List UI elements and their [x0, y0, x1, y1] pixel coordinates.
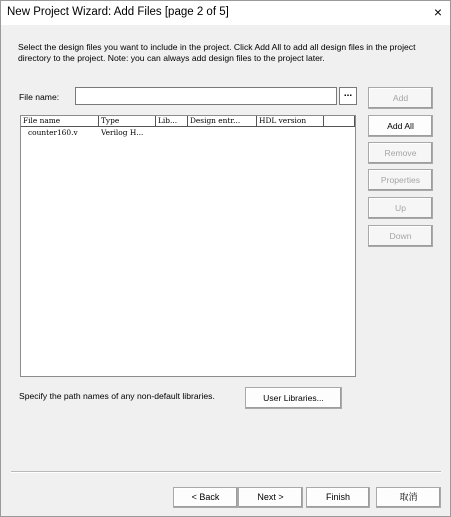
add-button[interactable]: Add	[368, 87, 433, 109]
footer-divider	[11, 471, 441, 473]
cancel-button[interactable]: 取消	[376, 487, 441, 508]
cell-type: Verilog H...	[101, 128, 144, 137]
down-button[interactable]: Down	[368, 225, 433, 247]
libraries-hint: Specify the path names of any non-default libraries.	[19, 391, 215, 401]
header-empty	[324, 116, 355, 127]
header-design-entry[interactable]: Design entr...	[188, 116, 257, 127]
properties-button[interactable]: Properties	[368, 169, 433, 191]
user-libraries-button[interactable]: User Libraries...	[245, 387, 342, 409]
window-title: New Project Wizard: Add Files [page 2 of 5]	[7, 6, 229, 18]
table-header	[21, 116, 355, 127]
file-name-input[interactable]	[75, 87, 337, 105]
cell-design-entry	[190, 128, 257, 139]
header-file-name[interactable]: File name	[21, 116, 99, 127]
back-button[interactable]: < Back	[173, 487, 238, 508]
files-table[interactable]	[20, 115, 356, 377]
file-name-label: File name:	[19, 92, 60, 102]
finish-button[interactable]: Finish	[306, 487, 370, 508]
remove-button[interactable]: Remove	[368, 142, 433, 164]
cell-hdl-version	[259, 128, 324, 139]
up-button[interactable]: Up	[368, 197, 433, 219]
cell-library	[158, 128, 188, 139]
intro-text: Select the design files you want to include in the project. Click Add All to add all design files in the project directory to the project. Note: you can always add design files to the project later.	[18, 42, 416, 63]
next-button[interactable]: Next >	[238, 487, 303, 508]
browse-button[interactable]: ...	[339, 87, 357, 105]
header-library[interactable]: Lib...	[156, 116, 188, 127]
title-bar	[1, 1, 450, 25]
header-hdl-version[interactable]: HDL version	[257, 116, 324, 127]
close-icon[interactable]: ×	[433, 4, 442, 20]
add-all-button[interactable]: Add All	[368, 115, 433, 137]
header-type[interactable]: Type	[99, 116, 156, 127]
cell-file-name: counter160.v	[28, 128, 78, 137]
